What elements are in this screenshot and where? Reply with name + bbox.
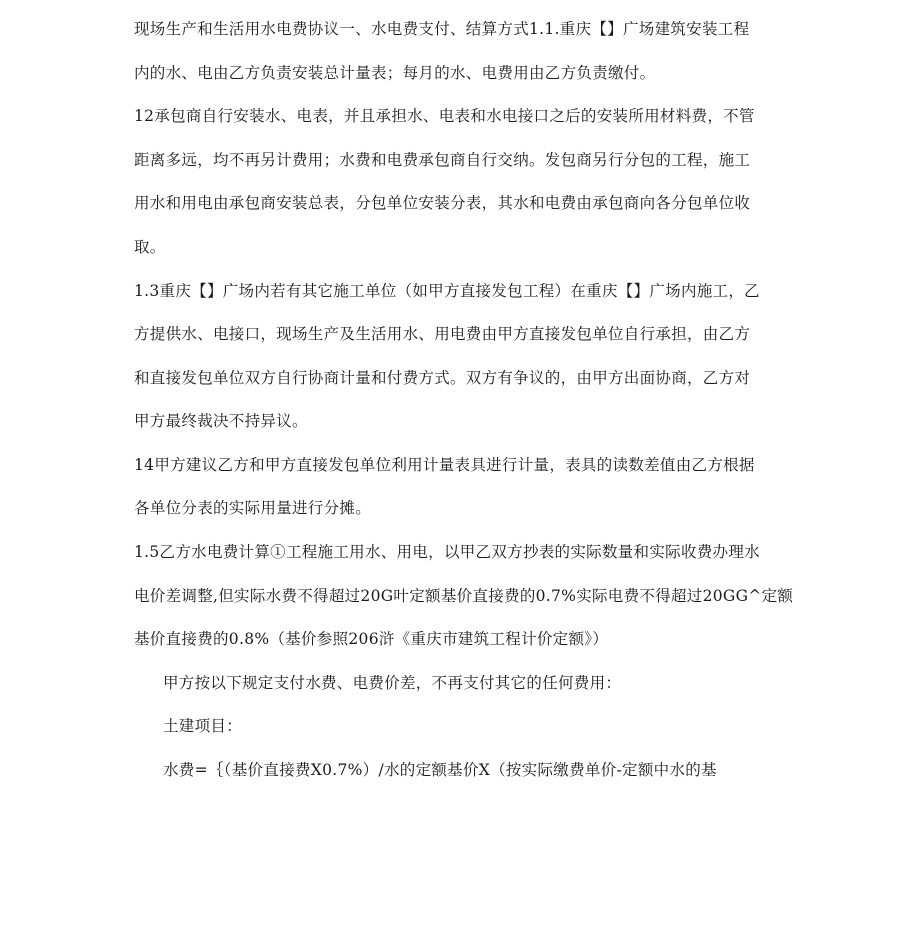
text-line: 距离多远，均不再另计费用；水费和电费承包商自行交纳。发包商另行分包的工程，施工 (134, 151, 751, 169)
text-line: 甲方按以下规定支付水费、电费价差，不再支付其它的任何费用： (163, 674, 622, 692)
text-line: 土建项目： (163, 717, 243, 735)
text-line: 各单位分表的实际用量进行分摊。 (134, 499, 372, 517)
text-line: 1.3重庆【】广场内若有其它施工单位（如甲方直接发包工程）在重庆【】广场内施工，乙 (134, 282, 760, 300)
text-line: 12承包商自行安装水、电表，并且承担水、电表和水电接口之后的安装所用材料费，不管 (134, 107, 755, 125)
text-line: 电价差调整,但实际水费不得超过20G叶定额基价直接费的0.7%实际电费不得超过20GG^定额 (134, 587, 794, 605)
text-line: 取。 (134, 238, 166, 256)
text-line: 现场生产和生活用水电费协议一、水电费支付、结算方式1.1.重庆【】广场建筑安装工程 (134, 20, 750, 38)
text-line: 水费=｛（基价直接费X0.7%）/水的定额基价X（按实际缴费单价-定额中水的基 (163, 761, 717, 779)
text-line: 和直接发包单位双方自行协商计量和付费方式。双方有争议的，由甲方出面协商，乙方对 (134, 369, 751, 387)
text-line: 方提供水、电接口，现场生产及生活用水、用电费由甲方直接发包单位自行承担，由乙方 (134, 325, 751, 343)
text-line: 用水和用电由承包商安装总表，分包单位安装分表，其水和电费由承包商向各分包单位收 (134, 194, 751, 212)
text-line: 内的水、电由乙方负责安装总计量表；每月的水、电费用由乙方负责缴付。 (134, 64, 656, 82)
text-line: 1.5乙方水电费计算①工程施工用水、用电，以甲乙双方抄表的实际数量和实际收费办理水 (134, 543, 760, 561)
text-line: 14甲方建议乙方和甲方直接发包单位利用计量表具进行计量，表具的读数差值由乙方根据 (134, 456, 755, 474)
text-line: 基价直接费的0.8%（基价参照206浒《重庆市建筑工程计价定额》） (134, 630, 609, 648)
text-line: 甲方最终裁决不持异议。 (134, 412, 308, 430)
